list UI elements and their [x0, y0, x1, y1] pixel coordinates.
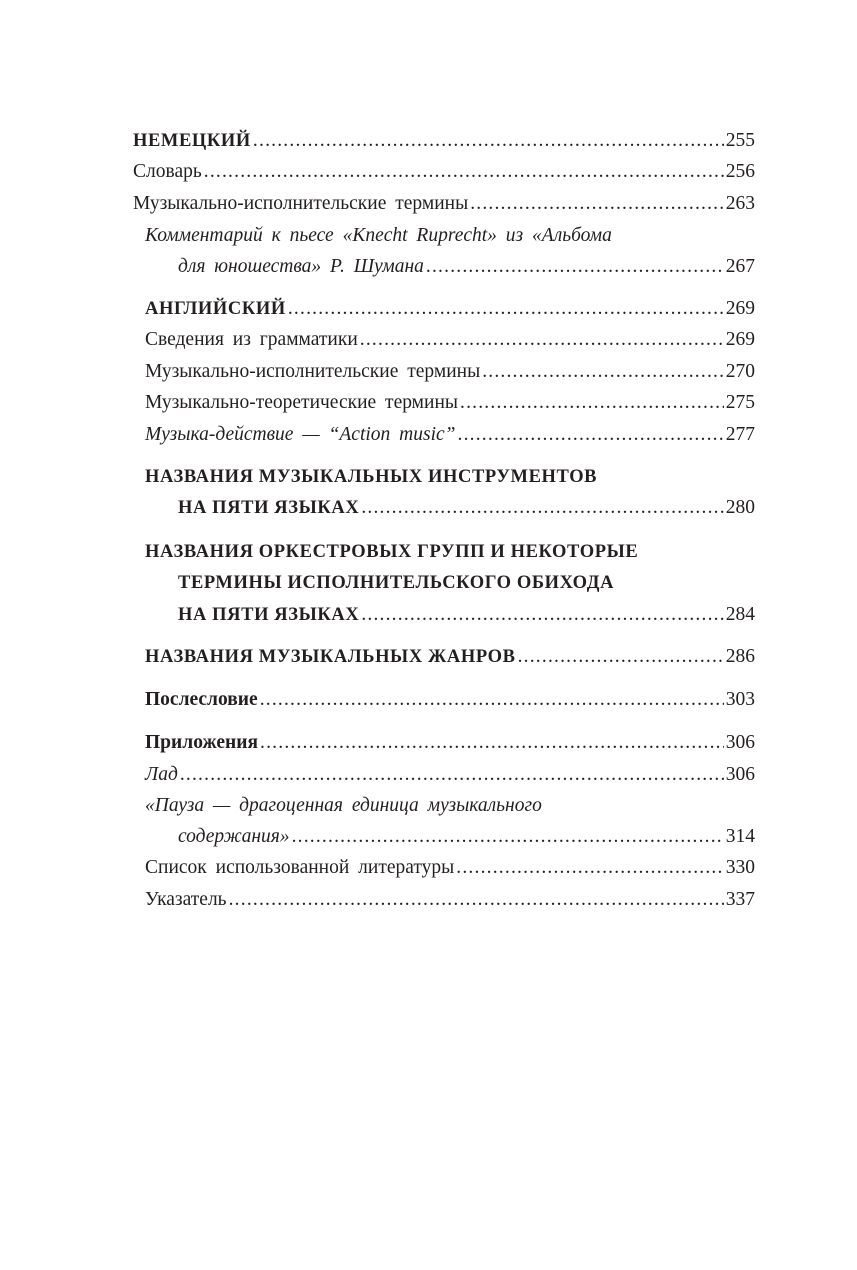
- toc-line: [133, 159, 755, 185]
- toc-entry-title: Приложения: [145, 732, 259, 753]
- dot-leader: [260, 687, 724, 713]
- toc-page-number: 337: [725, 889, 755, 910]
- toc-page-number: 306: [725, 732, 755, 753]
- toc-entry-title: НАЗВАНИЯ МУЗЫКАЛЬНЫХ ИНСТРУМЕНТОВ: [145, 467, 598, 487]
- toc-entry-title: Музыкально-исполнительские термины: [145, 361, 481, 382]
- toc-line: [145, 223, 755, 249]
- toc-line: [145, 390, 755, 416]
- toc-line: [133, 191, 755, 217]
- toc-page-number: 277: [725, 424, 755, 445]
- toc-entry-title: Лад: [145, 764, 178, 785]
- toc-line: [145, 327, 755, 353]
- dot-leader: [292, 824, 724, 850]
- toc-entry-title: Сведения из грамматики: [145, 329, 358, 350]
- toc-entry-title: НАЗВАНИЯ ОРКЕСТРОВЫХ ГРУПП И НЕКОТОРЫЕ: [145, 542, 639, 562]
- toc-line: [145, 422, 755, 448]
- toc-line: [145, 887, 755, 913]
- toc-line: [145, 644, 755, 670]
- toc-page-number: 303: [725, 689, 755, 710]
- dot-leader: [253, 128, 724, 154]
- toc-line: [178, 570, 755, 596]
- toc-entry-title: Комментарий к пьесе «Knecht Ruprecht» из «Альбома: [145, 225, 612, 246]
- toc-entry-title: Указатель: [145, 889, 227, 910]
- toc-line: [145, 296, 755, 322]
- toc-entry-title: Список использованной литературы: [145, 857, 455, 878]
- toc-page-number: 269: [725, 329, 755, 350]
- dot-leader: [518, 644, 724, 670]
- toc-page-number: 286: [725, 646, 755, 667]
- dot-leader: [482, 359, 724, 385]
- toc-page-number: 284: [725, 603, 755, 625]
- toc-entry-title: АНГЛИЙСКИЙ: [145, 299, 286, 319]
- toc-page-number: 267: [725, 256, 755, 278]
- toc-line: [178, 602, 755, 628]
- toc-page-number: 256: [725, 161, 755, 182]
- toc-page-number: 275: [725, 392, 755, 413]
- toc-line: [145, 539, 755, 565]
- toc-entry-title: Музыка-действие — “Action music”: [145, 424, 456, 445]
- toc-line: [145, 855, 755, 881]
- dot-leader: [180, 762, 724, 788]
- toc-line: [178, 254, 755, 280]
- toc-entry-title: «Пауза — драгоценная единица музыкального: [145, 795, 542, 816]
- toc-page-number: 270: [725, 361, 755, 382]
- dot-leader: [361, 602, 723, 628]
- toc-page-number: 330: [725, 857, 755, 878]
- toc-line: [178, 495, 755, 521]
- toc-entry-title: содержания»: [178, 826, 290, 848]
- toc-page-number: 269: [725, 298, 755, 319]
- toc-entry-title: Музыкально-теоретические термины: [145, 392, 458, 413]
- dot-leader: [204, 159, 724, 185]
- toc-entry-title: НАЗВАНИЯ МУЗЫКАЛЬНЫХ ЖАНРОВ: [145, 647, 516, 667]
- dot-leader: [460, 390, 724, 416]
- toc-entry-title: Музыкально-исполнительские термины: [133, 193, 469, 214]
- dot-leader: [260, 730, 724, 756]
- toc-line: [145, 762, 755, 788]
- toc-page-number: 255: [725, 130, 755, 151]
- toc-line: [145, 464, 755, 490]
- dot-leader: [470, 191, 724, 217]
- dot-leader: [360, 327, 724, 353]
- toc-entry-title: НА ПЯТИ ЯЗЫКАХ: [178, 604, 360, 625]
- dot-leader: [426, 254, 724, 280]
- dot-leader: [456, 855, 723, 881]
- toc-page-number: 280: [725, 497, 755, 519]
- toc-page-number: 314: [725, 826, 755, 848]
- toc-entry-title: Словарь: [133, 161, 202, 182]
- toc-entry-title: ТЕРМИНЫ ИСПОЛНИТЕЛЬСКОГО ОБИХОДА: [178, 573, 615, 594]
- toc-entry-title: для юношества» Р. Шумана: [178, 256, 424, 278]
- dot-leader: [288, 296, 724, 322]
- toc-page-number: 306: [725, 764, 755, 785]
- dot-leader: [361, 495, 723, 521]
- toc-entry-title: НЕМЕЦКИЙ: [133, 131, 251, 151]
- dot-leader: [229, 887, 724, 913]
- dot-leader: [458, 422, 724, 448]
- toc-line: [145, 793, 755, 819]
- toc-entry-title: НА ПЯТИ ЯЗЫКАХ: [178, 498, 360, 519]
- toc-line: [133, 128, 755, 154]
- toc-line: [145, 687, 755, 713]
- toc-line: [145, 359, 755, 385]
- toc-page-number: 263: [725, 193, 755, 214]
- toc-line: [145, 730, 755, 756]
- toc-entry-title: Послесловие: [145, 689, 258, 710]
- toc-line: [178, 824, 755, 850]
